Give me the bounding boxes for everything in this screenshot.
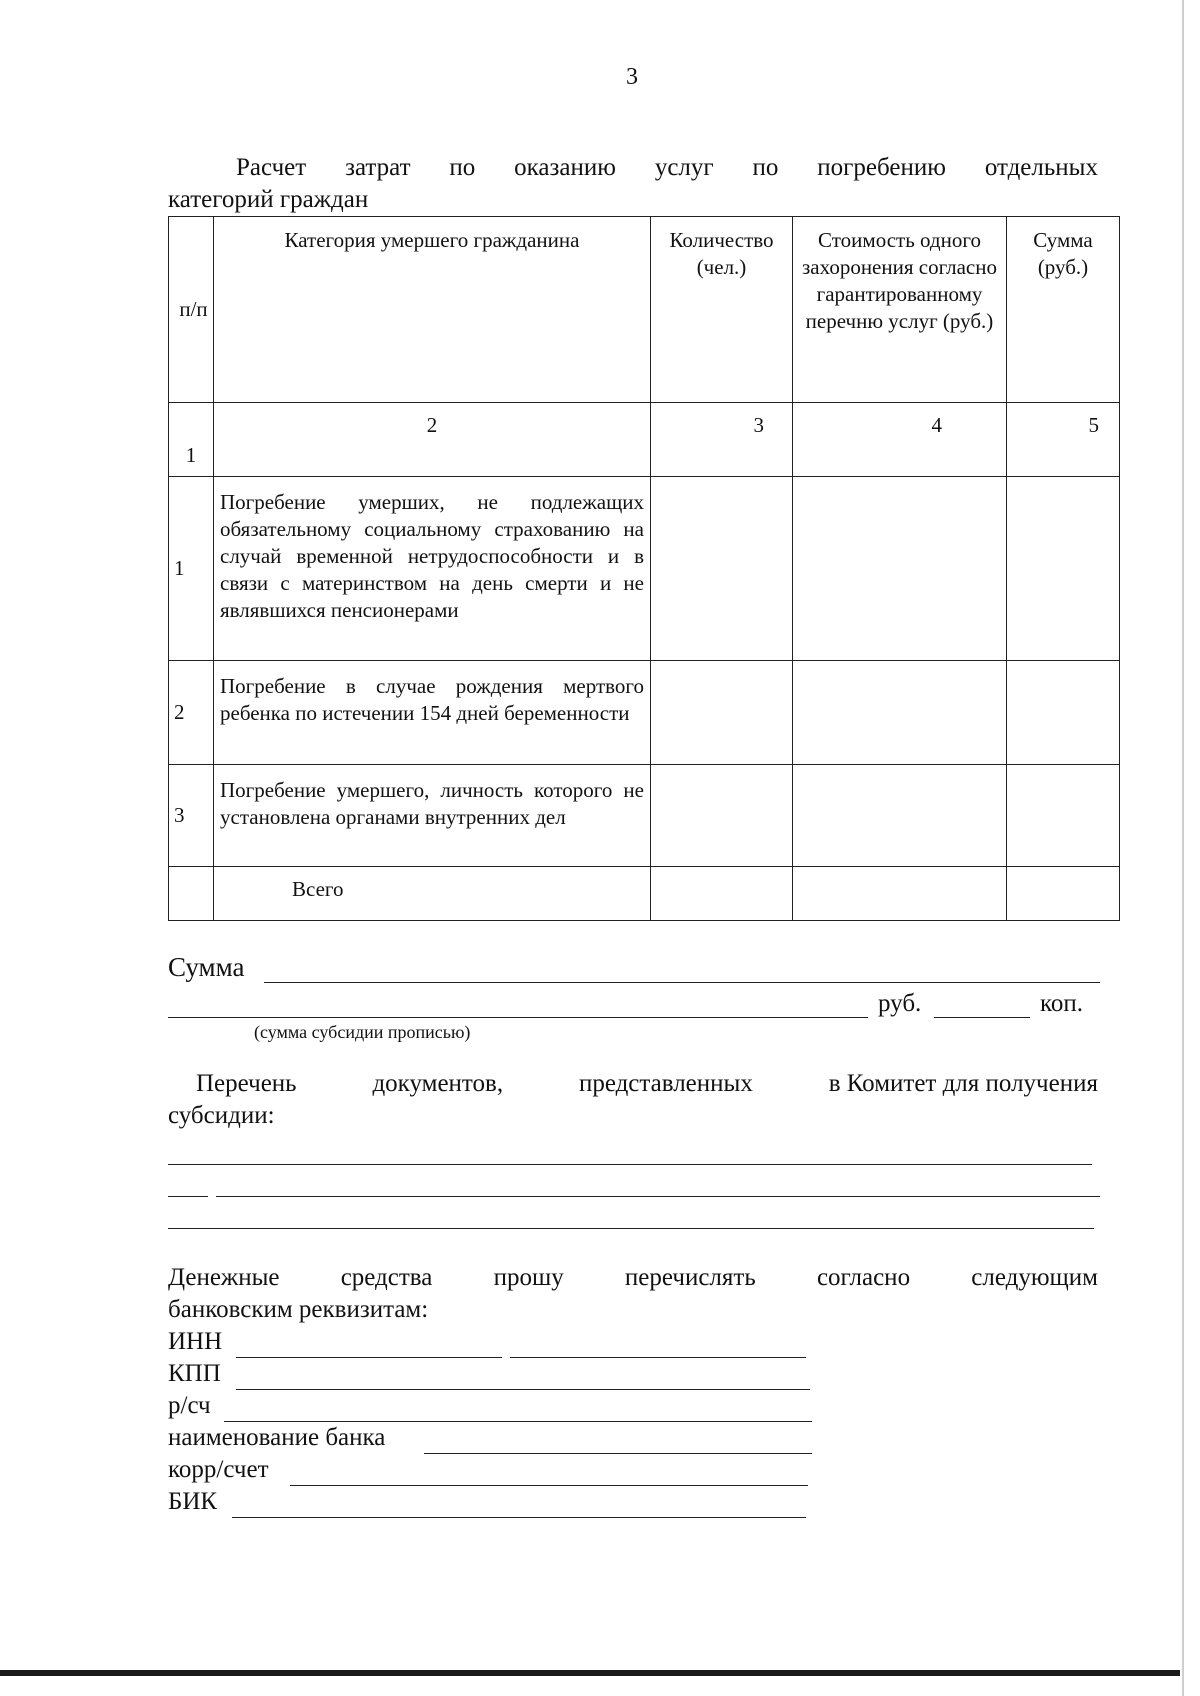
kpp-field[interactable] xyxy=(236,1389,810,1390)
row-count xyxy=(651,765,793,867)
row-category: Погребение умершего, личность которого не установлена органами внутренних дел xyxy=(214,765,651,867)
inn-label: ИНН xyxy=(168,1328,223,1355)
korr-field[interactable] xyxy=(290,1485,808,1486)
total-row xyxy=(169,867,1120,921)
row-sum xyxy=(1007,765,1120,867)
inn-field-2[interactable] xyxy=(510,1357,806,1358)
sum-caption: (сумма субсидии прописью) xyxy=(254,1022,471,1042)
documents-word: в Комитет для получения xyxy=(828,1070,1098,1097)
documents-word: документов, xyxy=(372,1070,504,1097)
kpp-label: КПП xyxy=(168,1360,221,1387)
title-word: по xyxy=(449,154,476,181)
row-category: Погребение в случае рождения мертвого ребенка по истечении 154 дней беременности xyxy=(214,661,651,765)
title-word: погребению xyxy=(817,154,946,181)
page-number: 3 xyxy=(626,64,638,90)
scan-right-edge xyxy=(1182,0,1184,1696)
row-number: 3 xyxy=(169,765,214,867)
bank-word: средства xyxy=(340,1264,433,1291)
documents-word: Перечень xyxy=(196,1070,297,1097)
row-number: 1 xyxy=(169,477,214,661)
title-word: затрат xyxy=(345,154,411,181)
bank-word: следующим xyxy=(971,1264,1098,1291)
documents-line-1 xyxy=(196,1070,1098,1098)
column-number-row xyxy=(169,403,1120,477)
title-line-1 xyxy=(236,154,1098,182)
documents-field-2b[interactable] xyxy=(216,1196,1100,1197)
rs-field[interactable] xyxy=(224,1421,812,1422)
title-word: услуг xyxy=(654,154,714,181)
bank-word: согласно xyxy=(816,1264,911,1291)
rub-label: руб. xyxy=(878,990,922,1017)
total-cost xyxy=(793,867,1007,921)
documents-line-2: субсидии: xyxy=(168,1102,275,1129)
kop-label: коп. xyxy=(1040,990,1084,1017)
sum-label: Сумма xyxy=(168,952,245,982)
row-number: 2 xyxy=(169,661,214,765)
bank-word: прошу xyxy=(493,1264,564,1291)
row-sum xyxy=(1007,661,1120,765)
table-header-row xyxy=(169,217,1120,403)
total-label: Всего xyxy=(214,867,651,921)
row-cost xyxy=(793,661,1007,765)
kop-field[interactable] xyxy=(934,1017,1030,1018)
row-count xyxy=(651,477,793,661)
documents-field-3[interactable] xyxy=(168,1228,1094,1229)
sum-words-field[interactable] xyxy=(264,982,1100,983)
column-number: 1 xyxy=(169,403,214,477)
bank-line-1 xyxy=(168,1264,1098,1292)
header-category: Категория умершего гражданина xyxy=(214,217,651,403)
title-line-2: категорий граждан xyxy=(168,186,369,213)
bank-name-label: наименование банка xyxy=(168,1424,386,1451)
table-row xyxy=(169,477,1120,661)
documents-field-2a[interactable] xyxy=(168,1196,208,1197)
row-count xyxy=(651,661,793,765)
table-row xyxy=(169,765,1120,867)
korr-label: корр/счет xyxy=(168,1456,269,1483)
scan-bottom-edge xyxy=(0,1670,1180,1676)
table-row xyxy=(169,661,1120,765)
bank-word: Денежные xyxy=(168,1264,280,1291)
column-number: 2 xyxy=(214,403,651,477)
column-number: 4 xyxy=(793,403,1007,477)
row-category: Погребение умерших, не подлежащих обязательному социальному страхованию на случай временной нетрудоспособности и в связи с материнством на день смерти и не являвшихся пенсионерами xyxy=(214,477,651,661)
header-count: Количество (чел.) xyxy=(651,217,793,403)
sum-words-field-continued[interactable] xyxy=(168,1017,868,1018)
cost-calculation-table xyxy=(168,216,1120,921)
bank-line-2: банковским реквизитам: xyxy=(168,1296,429,1323)
header-num: п/п xyxy=(169,217,214,403)
title-word: отдельных xyxy=(984,154,1098,181)
documents-word: представленных xyxy=(578,1070,753,1097)
rs-label: р/сч xyxy=(168,1392,211,1419)
title-word: по xyxy=(752,154,779,181)
bank-name-field[interactable] xyxy=(424,1453,812,1454)
total-sum xyxy=(1007,867,1120,921)
bik-label: БИК xyxy=(168,1488,218,1515)
header-sum: Сумма (руб.) xyxy=(1007,217,1120,403)
total-num xyxy=(169,867,214,921)
documents-field-1[interactable] xyxy=(168,1164,1092,1165)
row-cost xyxy=(793,477,1007,661)
inn-field[interactable] xyxy=(236,1357,502,1358)
title-word: Расчет xyxy=(236,154,307,181)
bik-field[interactable] xyxy=(232,1517,806,1518)
bank-word: перечислять xyxy=(624,1264,756,1291)
title-word: оказанию xyxy=(514,154,616,181)
header-cost: Стоимость одного захоронения согласно гарантированному перечню услуг (руб.) xyxy=(793,217,1007,403)
total-count xyxy=(651,867,793,921)
column-number: 3 xyxy=(651,403,793,477)
row-cost xyxy=(793,765,1007,867)
column-number: 5 xyxy=(1007,403,1120,477)
row-sum xyxy=(1007,477,1120,661)
